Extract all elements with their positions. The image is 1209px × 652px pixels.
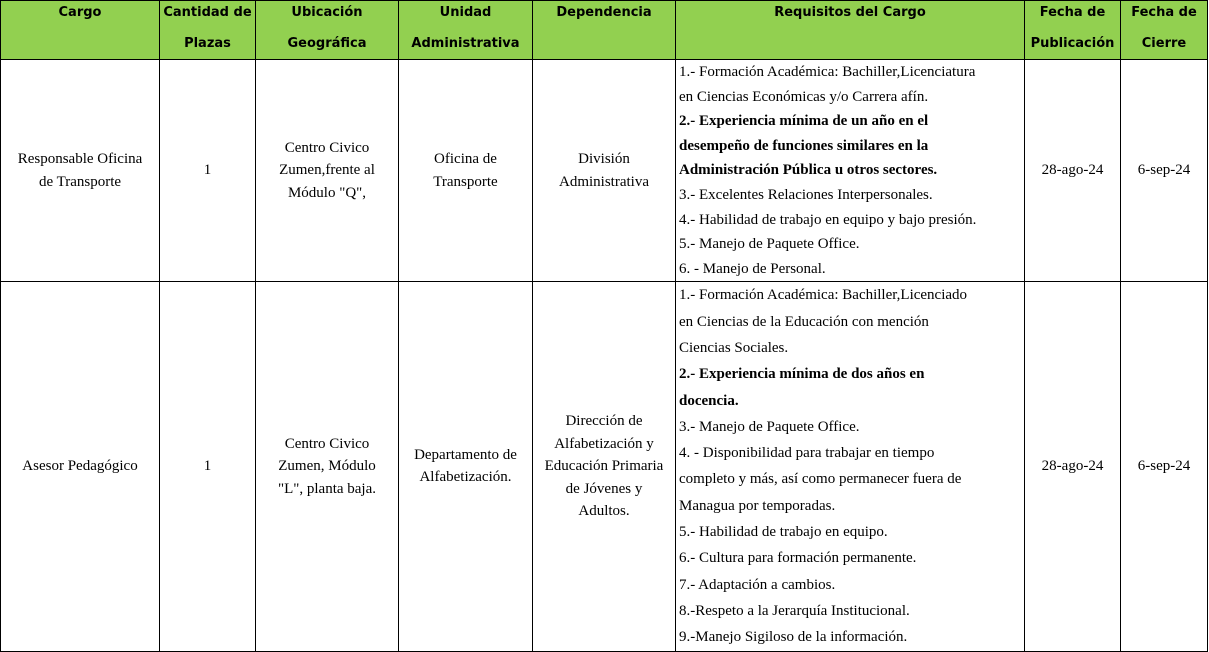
cell-requisitos [676, 60, 1025, 282]
header-cierre [1121, 1, 1208, 60]
ubicacion-line: Centro Civico [284, 139, 370, 156]
requisito-line: 3.- Manejo de Paquete Office. [679, 418, 860, 435]
dependencia-line: de Jóvenes y [565, 480, 643, 497]
cell-cargo [1, 60, 160, 282]
cell-unidad [399, 60, 533, 282]
unidad-line: Departamento de [414, 446, 517, 463]
requisito-line: 6.- Cultura para formación permanente. [679, 550, 917, 567]
plazas-value: 1 [203, 162, 212, 179]
header-requisitos [676, 1, 1025, 60]
header-unidad-line: Administrativa [411, 36, 520, 51]
header-requisitos-line: Requisitos del Cargo [774, 5, 926, 20]
dependencia-line: Alfabetización y [554, 435, 654, 452]
publicacion-date: 28-ago-24 [1041, 162, 1104, 179]
cell-plazas [160, 60, 256, 282]
cell-cierre [1121, 282, 1208, 651]
dependencia-line: Administrativa [559, 173, 649, 190]
plazas-value: 1 [203, 458, 212, 475]
unidad-line: Oficina de [434, 151, 497, 168]
requisito-line: 1.- Formación Académica: Bachiller,Licenciatura [679, 64, 976, 80]
requisito-line: Ciencias Sociales. [679, 339, 789, 356]
requisito-line: Managua por temporadas. [679, 497, 836, 514]
header-cierre-line: Cierre [1141, 36, 1187, 51]
header-ubicacion [256, 1, 399, 60]
ubicacion-line: Centro Civico [284, 435, 370, 452]
requisito-line: 4. - Disponibilidad para trabajar en tiempo [679, 445, 935, 462]
ubicacion-line: Zumen, Módulo [278, 458, 376, 475]
cargo-line: de Transporte [38, 173, 122, 190]
header-unidad [399, 1, 533, 60]
requisito-line: 6. - Manejo de Personal. [679, 260, 826, 277]
publicacion-date: 28-ago-24 [1041, 458, 1104, 475]
cell-publicacion [1025, 282, 1121, 651]
ubicacion-line: "L", planta baja. [277, 480, 377, 497]
header-dependencia-line: Dependencia [556, 5, 652, 20]
header-cargo [1, 1, 160, 60]
cell-unidad [399, 282, 533, 651]
cell-dependencia [533, 60, 676, 282]
cell-requisitos [676, 282, 1025, 651]
requisito-line: en Ciencias de la Educación con mención [679, 313, 929, 330]
requisito-line: en Ciencias Económicas y/o Carrera afín. [679, 88, 929, 105]
cell-publicacion [1025, 60, 1121, 282]
requisito-line: 3.- Excelentes Relaciones Interpersonales. [679, 186, 933, 203]
ubicacion-line: Zumen,frente al [279, 162, 375, 179]
header-publicacion [1025, 1, 1121, 60]
cell-cierre [1121, 60, 1208, 282]
cierre-date: 6-sep-24 [1137, 458, 1191, 475]
ubicacion-line: Módulo "Q", [287, 184, 367, 201]
header-cargo-line: Cargo [58, 5, 102, 20]
header-plazas-line: Plazas [184, 36, 231, 51]
requisito-line: 9.-Manejo Sigiloso de la información. [679, 629, 908, 646]
cargo-line: Responsable Oficina [17, 151, 143, 168]
dependencia-line: Dirección de [565, 413, 643, 430]
header-unidad-line: Unidad [439, 5, 492, 20]
dependencia-line: División [578, 151, 630, 168]
cell-cargo [1, 282, 160, 651]
requisito-line: completo y más, así como permanecer fuera de [679, 471, 962, 488]
requisito-line: 7.- Adaptación a cambios. [679, 576, 836, 593]
requisito-line: Administración Pública u otros sectores. [679, 162, 938, 179]
unidad-line: Alfabetización. [419, 469, 512, 486]
header-ubicacion-line: Ubicación [291, 5, 363, 20]
header-row [1, 1, 1208, 60]
unidad-line: Transporte [433, 173, 498, 190]
dependencia-line: Adultos. [578, 503, 630, 520]
header-ubicacion-line: Geográfica [287, 36, 367, 51]
cell-dependencia [533, 282, 676, 651]
cierre-date: 6-sep-24 [1137, 162, 1191, 179]
header-publicacion-line: Fecha de [1039, 5, 1106, 20]
cell-ubicacion [256, 60, 399, 282]
dependencia-line: Educación Primaria [544, 458, 664, 475]
requisito-line: desempeño de funciones similares en la [679, 137, 929, 154]
requisito-line: 2.- Experiencia mínima de dos años en [679, 366, 925, 383]
header-cierre-line: Fecha de [1131, 5, 1197, 20]
requisito-line: 1.- Formación Académica: Bachiller,Licenciado [679, 287, 968, 304]
cell-ubicacion [256, 282, 399, 651]
header-plazas [160, 1, 256, 60]
header-publicacion-line: Publicación [1030, 36, 1115, 51]
cell-plazas [160, 282, 256, 651]
requisito-line: 5.- Manejo de Paquete Office. [679, 236, 860, 253]
requisito-line: 2.- Experiencia mínima de un año en el [679, 113, 929, 130]
requisito-line: 8.-Respeto a la Jerarquía Institucional. [679, 602, 910, 619]
cargo-line: Asesor Pedagógico [22, 458, 138, 475]
table-row [1, 282, 1208, 651]
header-dependencia [533, 1, 676, 60]
header-plazas-line: Cantidad de [163, 5, 252, 20]
requisito-line: 4.- Habilidad de trabajo en equipo y bajo presión. [679, 211, 977, 228]
table-row [1, 60, 1208, 282]
requisito-line: docencia. [679, 392, 739, 409]
requisito-line: 5.- Habilidad de trabajo en equipo. [679, 524, 888, 541]
